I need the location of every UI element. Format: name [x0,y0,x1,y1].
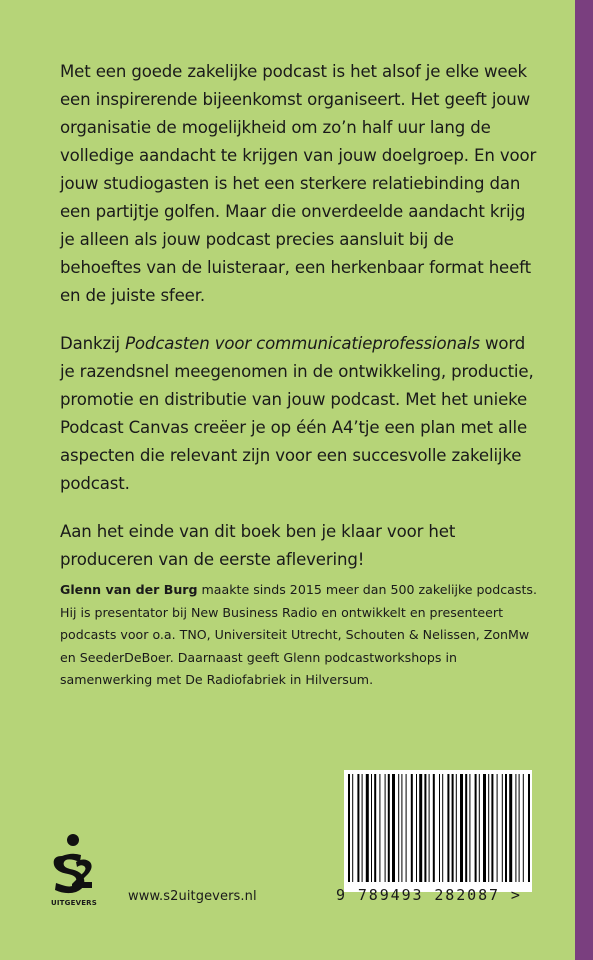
blurb-paragraph-3: Aan het einde van dit boek ben je klaar voor het produceren van de eerste aflevering! [60,522,456,569]
barcode-bar [411,774,413,882]
barcode-bar [357,774,359,882]
spine-stripe [575,0,593,960]
barcode-bar [469,774,470,882]
barcode-bar [523,774,524,882]
author-bio [60,579,538,692]
back-cover-blurb [60,58,538,574]
barcode-bar [439,774,440,882]
barcode-bar [429,774,430,882]
publisher-url: www.s2uitgevers.nl [128,889,257,904]
blurb-p2-rest: word je razendsnel meegenomen in de ontwikkeling, productie, promotie en distributie van jouw podcast. Met het unieke Podcast Canvas creëer je op één A4’tje een plan met alle aspecten die relevant zijn voor een succesvolle zakelijke podcast. [60,334,534,493]
barcode-bar [497,774,498,882]
barcode-bar [509,774,512,882]
barcode-bar [519,774,520,882]
barcode-bar [465,774,467,882]
barcode-bar [456,774,457,882]
s2-logo-icon [50,832,96,898]
barcode-bar [491,774,493,882]
barcode-digits: 9 789493 282087 > [336,886,522,904]
barcode-bar [398,774,399,882]
barcode-bar [379,774,380,882]
barcode-bar [385,774,386,882]
blurb-paragraph-2 [60,330,538,498]
barcode-bar [483,774,486,882]
barcode-bar [371,774,372,882]
barcode-bar [447,774,449,882]
barcode-bar [406,774,407,882]
barcode-bar [452,774,454,882]
author-bio-text: maakte sinds 2015 meer dan 500 zakelijke podcasts. Hij is presentator bij New Business Radio en ontwikkelt en presenteert podcasts voor o.a. TNO, Universiteit Utrecht, Schouten & Nelissen, ZonMw en SeederDeBoer. Daarnaast geeft Glenn podcastworkshops in samenwerking met De Radiofabriek in Hilversum. [60,582,537,687]
barcode-bar [433,774,435,882]
author-name: Glenn van der Burg [60,582,198,597]
barcode [344,770,532,892]
barcode-bar [392,774,395,882]
barcode-bar [401,774,402,882]
barcode-bar [419,774,422,882]
barcode-bar [348,774,350,882]
barcode-bar [505,774,507,882]
publisher-logo-label: UITGEVERS [50,899,98,907]
barcode-bar [352,774,353,882]
barcode-bar [528,774,530,882]
barcode-bar [475,774,477,882]
barcode-bar [424,774,426,882]
blurb-p2-start: Dankzij [60,334,126,353]
barcode-bar [502,774,503,882]
barcode-bar [374,774,376,882]
barcode-bar [416,774,417,882]
barcode-bar [442,774,443,882]
barcode-bar [515,774,516,882]
blurb-paragraph-1: Met een goede zakelijke podcast is het alsof je elke week een inspirerende bijeenkomst organiseert. Het geeft jouw organisatie de mogelijkheid om zo’n half uur lang de volledige aandacht te krijgen van jouw doelgroep. En voor jouw studiogasten is het een sterkere relatiebinding dan een partijtje golfen. Maar die onverdeelde aandacht krijg je alleen als jouw podcast precies aansluit bij de behoeftes van de luisteraar, een herkenbaar format heeft en de juiste sfeer. [60,62,537,305]
barcode-bar [362,774,363,882]
barcode-bar [460,774,463,882]
barcode-bar [479,774,480,882]
barcode-bar [388,774,390,882]
barcode-bar [366,774,369,882]
barcode-bar [488,774,489,882]
book-title: Podcasten voor communicatieprofessionals [125,334,480,353]
